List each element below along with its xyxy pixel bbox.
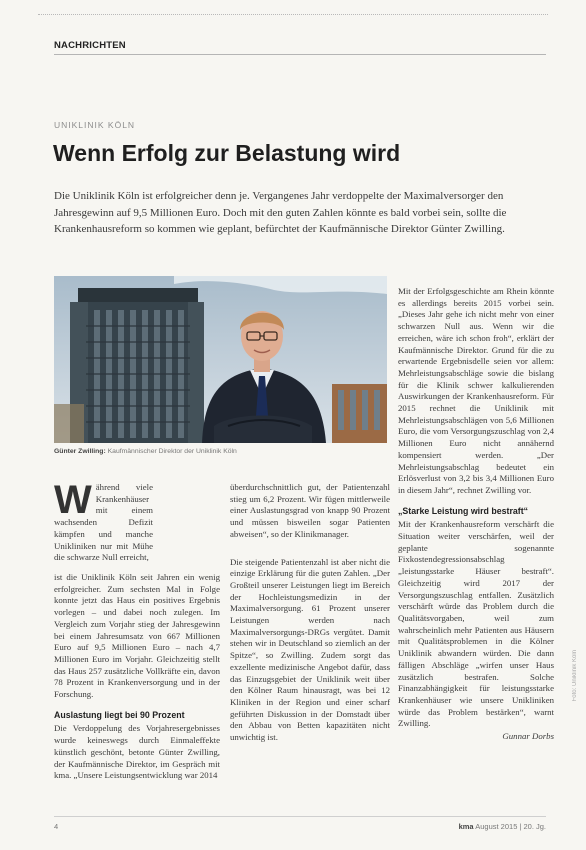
- column-1-body: [54, 572, 220, 782]
- intro-paragraph: ährend viele Krankenhäuser mit einem wachsenden Defizit kämpfen und manche Unikliniken nur mit Mühe die schwarze Null erreicht,: [54, 482, 153, 563]
- body-paragraph-5: Mit der Erfolgsgeschichte am Rhein könnte es allerdings bereits 2015 vorbei sein. „Dieses Jahr gehe ich nicht mehr von einer schwarzen Null aus. Wenn wir die erreichen, wäre ich schon froh“, erklärt der Kaufmännische Direktor. Grund für die zu erwartende Ergebnisdelle seien vor allem: Mehrleistungsabschläge sowie die bislang für die Klinik schwer kalkulierenden Auswirkungen der Krankenhausreform. Für 2015 rechnet die Uniklinik mit Mehrleistungsabschlägen von 5,6 Millionen Euro, die vom Versorgungszuschlag von 2,4 Millionen Euro nicht annähernd kompensiert werden. „Der Mehrleistungsabschlag bedeutet ein Erlösverlust von 3,2 bis 3,4 Millionen Euro in diesem Jahr“, rechnet Zwilling vor.: [398, 286, 554, 495]
- body-paragraph-4: Die steigende Patientenzahl ist aber nicht die einzige Erklärung für die guten Zahlen. „Der Großteil unserer Leistungen liegt im Bereich der Hochleistungsmedizin in der Maximalversorgung. 61 Prozent unserer Leistungen werden nach Maximalversorgungs-DRGs vergütet. Damit stehen wir in Deutschland so ziemlich an der Spitze“, so Zwilling. Zudem sorgt das exzellente medizinische Angebot dafür, dass das Einzugsgebiet der Uniklinik weit über den Kölner Raum hinausragt, was bei 12 Kliniken in der Region und einer scharf geführten Diskussion in der Domstadt über den Abbau von Betten kapazitäten nicht unwichtig ist.: [230, 556, 390, 743]
- caption-name: Günter Zwilling:: [54, 448, 106, 455]
- subhead-starke-leistung: „Starke Leistung wird bestraft“: [398, 505, 529, 516]
- article-kicker: UNIKLINIK KÖLN: [54, 120, 136, 130]
- body-paragraph-1: ist die Uniklinik Köln seit Jahren ein wenig erfolgreicher. Zum sechsten Mal in Folge konnte jetzt das Haus ein positives Ergebnis vorlegen – und dabei noch zulegen. Im Vergleich zum Vorjahr stieg der Jahresgewinn bei einem Jahresumsatz von 667 Millionen Euro auf 9,5 Millionen Euro – nach 4,7 Millionen Euro im Vorjahr. Gleichzeitig stellt das Haus 257 zusätzliche Vollkräfte ein, davon 78 Prozent in Krankenversorgung und in der Forschung.: [54, 572, 220, 700]
- bottom-rule: [54, 816, 546, 817]
- column-2: [230, 482, 390, 744]
- column-3: [398, 286, 554, 743]
- section-label: NACHRICHTEN: [54, 40, 126, 51]
- issue-info: [459, 822, 546, 831]
- subhead-auslastung: Auslastung liegt bei 90 Prozent: [54, 709, 185, 720]
- drop-cap: W: [54, 478, 92, 522]
- body-paragraph-6: Mit der Krankenhausreform verschärft die Situation weiter verschärfen, weil der geplante sogenannte Fixkostendegressionsabschlag „leistungsstarke Häuser bestraft“. Gleichzeitig wird 2017 der Versorgungszuschlag entfallen. Zusätzlich verschärft würde das Problem durch die Qualitätsvorgaben, weil zum wahrscheinlich mehr Patienten aus Häusern mit Qualitätsproblemen in die Kölner Uniklinik abwandern würden. Die dann fälligen Abschläge „wirfen unser Haus zusätzlich bestrafen. Solche Finanzabhängigkeit für leistungsstarke Krankenhäuser wie unsere Unikliniken würde das Problem bestärken“, warnt Zwilling.: [398, 519, 554, 729]
- column-1-intro: [54, 478, 153, 564]
- article-lead: Die Uniklinik Köln ist erfolgreicher denn je. Vergangenes Jahr verdoppelte der Maximalversorger den Jahresgewinn auf 9,5 Millionen Euro. Doch mit den guten Zahlen könnte es bald vorbei sein, sollte die Krankenhausreform so kommen wie geplant, befürchtet der Kaufmännische Direktor Günter Zwilling.: [54, 190, 507, 235]
- body-paragraph-2: Die Verdoppelung des Vorjahresergebnisses wurde keineswegs durch Einmaleffekte künstlich geschönt, betonte Günter Zwilling, der Kaufmännische Direktor, im Gespräch mit kma. „Unsere Leistungsentwicklung war 2014: [54, 723, 220, 781]
- caption-text: Kaufmännischer Direktor der Uniklinik Köln: [107, 448, 237, 455]
- section-rule: [54, 54, 546, 55]
- issue-date: August 2015 | 20. Jg.: [475, 822, 546, 831]
- photo-caption: [54, 448, 394, 455]
- author-signature: Gunnar Dorbs: [502, 731, 554, 742]
- body-paragraph-3: überdurchschnittlich gut, der Patientenzahl stieg um 6,2 Prozent. Wir fügen mittlerweile einer Auslastungsgrad von knapp 90 Prozent und müssen bisweilen sogar Patienten abweisen“, so der Klinikmanager.: [230, 482, 390, 539]
- top-dotted-rule: [38, 14, 548, 15]
- article-headline: Wenn Erfolg zur Belastung wird: [53, 140, 401, 166]
- photo-credit: Foto: Uniklinik Köln: [572, 650, 578, 702]
- page-number: 4: [54, 822, 59, 831]
- magazine-name: kma: [458, 822, 474, 831]
- building-shape: [70, 288, 204, 443]
- portrait-photo: [54, 276, 387, 443]
